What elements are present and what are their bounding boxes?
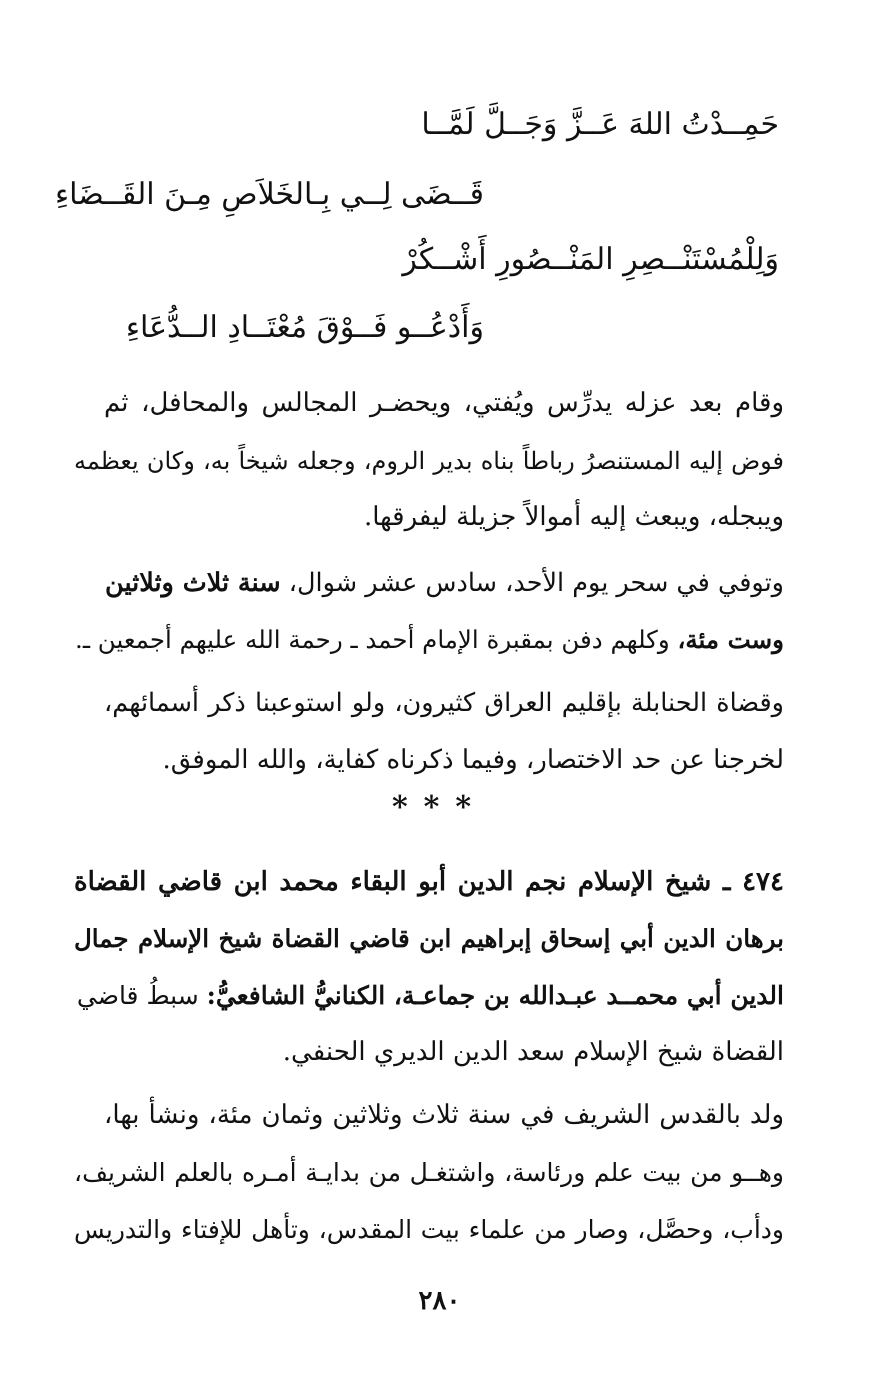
poem-verse-2: قَــضَى لِــي بِـالخَلاَصِ مِـنَ القَــضَاءِ: [55, 177, 484, 212]
poem-verse-3: وَلِلْمُسْتَنْــصِرِ المَنْــصُورِ أَشْــكُرْ: [402, 242, 779, 277]
entry-474-lineage: سبطُ قاضي: [76, 981, 199, 1010]
paragraph-4-line-1: ولد بالقدس الشريف في سنة ثلاث وثلاثين وثمان مئة، ونشأ بها،: [104, 1100, 784, 1130]
section-separator: ***: [391, 790, 488, 825]
entry-474-line-2: برهان الدين أبي إسحاق إبراهيم ابن قاضي القضاة شيخ الإسلام جمال: [74, 924, 784, 953]
poem-verse-1: حَمِــدْتُ اللهَ عَــزَّ وَجَــلَّ لَمَّــا: [421, 107, 779, 142]
paragraph-3-line-1: وقضاة الحنابلة بإقليم العراق كثيرون، ولو استوعبنا ذكر أسمائهم،: [104, 688, 784, 718]
paragraph-1-line-2: فوض إليه المستنصرُ رباطاً بناه بدير الروم، وجعله شيخاً به، وكان يعظمه: [74, 447, 784, 475]
paragraph-3-line-2: لخرجنا عن حد الاختصار، وفيما ذكرناه كفاية، والله الموفق.: [162, 745, 784, 775]
death-year-bold: سنة ثلاث وثلاثين: [105, 568, 281, 598]
page-number: ٢٨٠: [418, 1286, 461, 1316]
entry-474-line-1: ٤٧٤ ـ شيخ الإسلام نجم الدين أبو البقاء محمد ابن قاضي القضاة: [74, 867, 784, 897]
paragraph-4-line-2: وهــو من بيت علم ورئاسة، واشتغـل من بدايـة أمـره بالعلم الشريف،: [74, 1158, 784, 1187]
burial-text: وكلهم دفن بمقبرة الإمام أحمد ـ رحمة الله عليهم أجمعين ـ.: [75, 625, 670, 654]
paragraph-2-line-2: [74, 620, 784, 660]
entry-474-line-4: القضاة شيخ الإسلام سعد الدين الديري الحنفي.: [282, 1037, 784, 1067]
paragraph-1-line-3: ويبجله، ويبعث إليه أموالاً جزيلة ليفرقها.: [363, 502, 784, 532]
death-year-bold-cont: وست مئة،: [677, 625, 784, 654]
paragraph-4-line-3: ودأب، وحصَّل، وصار من علماء بيت المقدس، وتأهل للإفتاء والتدريس: [74, 1215, 784, 1244]
poem-verse-4: وَأَدْعُــو فَــوْقَ مُعْتَــادِ الــدُّعَاءِ: [125, 310, 484, 345]
paragraph-2-line-1: [104, 563, 784, 603]
entry-474-name-bold: الدين أبي محمــد عبـدالله بن جماعـة، الكنانيُّ الشافعيُّ:: [206, 981, 784, 1010]
entry-474-line-3: [74, 976, 784, 1016]
paragraph-1-line-1: وقام بعد عزله يدرِّس ويُفتي، ويحضـر المجالس والمحافل، ثم: [104, 388, 784, 418]
death-date-text: وتوفي في سحر يوم الأحد، سادس عشر شوال،: [288, 568, 784, 598]
